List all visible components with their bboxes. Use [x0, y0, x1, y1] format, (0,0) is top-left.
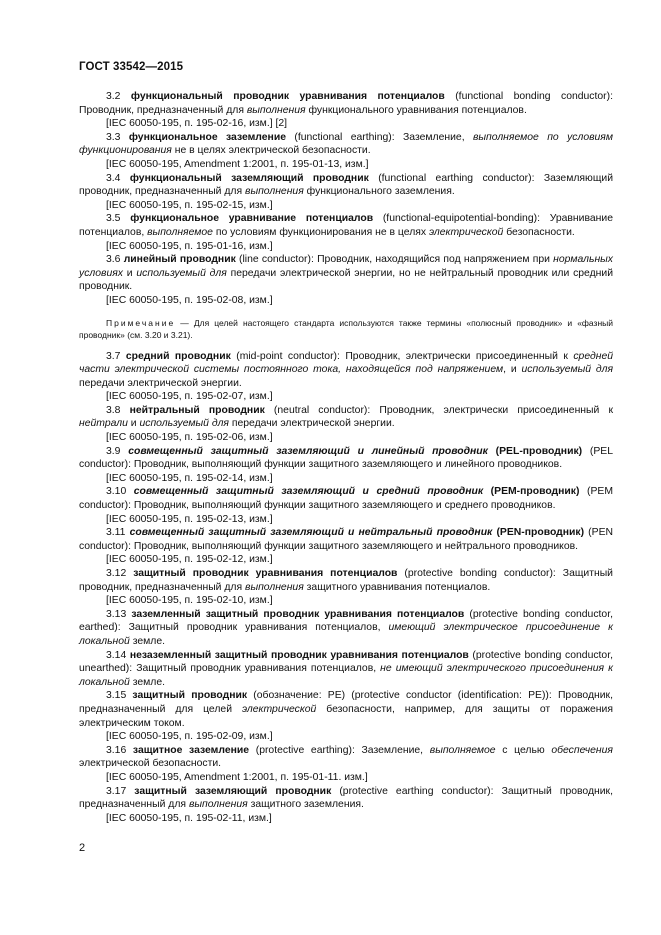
definition-text: передачи электрической энергии.: [228, 418, 395, 430]
definition-text: (PEL-проводник): [495, 445, 583, 457]
definition-text: выполняемое: [147, 226, 213, 238]
definition-text: (PEM conductor): Проводник, выполняющий функции защитного заземляющего и среднего проводников.: [79, 486, 613, 512]
definition-text: не в целях электрической безопасности.: [171, 145, 371, 157]
definition-text: передачи электрической энергии, но не нейтральный проводник или средний проводник.: [79, 267, 613, 293]
term-entry: [79, 526, 613, 553]
note-text: — Для целей настоящего стандарта используются также термины «полюсный проводник» и «фазный проводник» (см. 3.20 и 3.21).: [79, 317, 613, 340]
term-name: заземленный защитный проводник уравнивания потенциалов: [131, 608, 465, 620]
definition-text: защитного уравнивания потенциалов.: [303, 581, 491, 593]
term-entry: [79, 445, 613, 472]
term-name: совмещенный защитный заземляющий и линейный проводник: [128, 445, 488, 457]
term-name: средний проводник: [125, 350, 231, 362]
term-name: совмещенный защитный заземляющий и средний проводник: [133, 486, 484, 498]
clause-number: 3.5: [106, 213, 131, 225]
term-entry: [79, 212, 613, 239]
definition-text: (mid-point conductor): Проводник, электрически присоединенный к: [230, 350, 574, 362]
term-entry: [79, 608, 613, 649]
definition-text: (functional earthing): Заземление,: [286, 131, 473, 143]
definition-text: безопасности.: [503, 226, 575, 238]
source-reference: [IEC 60050-195, Amendment 1:2001, п. 195-01-13, изм.]: [106, 158, 369, 170]
definition-text: обеспечения: [551, 744, 613, 756]
clause-number: 3.4: [106, 172, 130, 184]
source-reference: [IEC 60050-195, п. 195-02-07, изм.]: [106, 391, 273, 403]
definition-text: и: [122, 267, 137, 279]
definition-text: выполнения: [245, 581, 304, 593]
term-name: функциональный заземляющий проводник: [129, 172, 369, 184]
source-reference: [IEC 60050-195, п. 195-02-11, изм.]: [106, 812, 272, 824]
source-reference: [IEC 60050-195, п. 195-02-06, изм.]: [106, 432, 273, 444]
definition-text: и: [127, 418, 140, 430]
definition-text: защитного заземления.: [247, 799, 364, 811]
note-label: Примечание: [106, 317, 176, 328]
source-reference: [IEC 60050-195, п. 195-02-10, изм.]: [106, 595, 273, 607]
term-name: защитный заземляющий проводник: [134, 785, 332, 797]
term-entry: [79, 90, 613, 117]
definition-text: выполняемое: [429, 744, 496, 756]
term-name: функциональное уравнивание потенциалов: [130, 213, 374, 225]
definition-text: не имеющий электрического присоединения к локальной: [79, 663, 613, 688]
definition-text: (line conductor): Проводник, находящийся под напряжением при: [235, 254, 554, 266]
term-name: линейный проводник: [123, 254, 236, 266]
definition-text: (protective bonding conductor, earthed): Защитный проводник уравнивания потенциалов,: [79, 608, 613, 634]
definition-text: (neutral conductor): Проводник, электрически присоединенный к: [264, 404, 613, 416]
clause-number: 3.9: [106, 445, 129, 457]
clause-number: 3.2: [106, 91, 131, 102]
term-entry: [79, 172, 613, 199]
clause-number: 3.3: [106, 131, 129, 143]
source-reference: [IEC 60050-195, п. 195-02-08, изм.]: [106, 294, 273, 306]
definition-text: выполнения: [245, 186, 304, 198]
clause-number: 3.16: [106, 744, 133, 756]
definition-text: (functional bonding conductor): Проводник, предназначенный для: [79, 91, 613, 116]
term-entry: [79, 350, 613, 391]
definition-text: электрической: [428, 226, 504, 238]
definition-text: (protective bonding conductor): Защитный проводник, предназначенный для: [79, 568, 613, 593]
term-entry: [79, 404, 613, 431]
definition-text: земле.: [129, 676, 165, 688]
clause-number: 3.14: [106, 649, 130, 661]
term-entry: [79, 253, 613, 294]
source-reference: [IEC 60050-195, п. 195-02-13, изм.]: [106, 513, 273, 525]
clause-number: 3.13: [106, 608, 132, 620]
definition-text: (обозначение: PE) (protective conductor (identification: PE)): Проводник, предназначенный для целей: [79, 690, 613, 715]
definition-text: электрической: [241, 703, 317, 715]
source-reference: [IEC 60050-195, п. 195-02-16, изм.] [2]: [106, 118, 288, 130]
definition-text: нормальных условиях: [79, 254, 613, 279]
definition-text: выполнения: [188, 799, 248, 811]
definition-text: средней части электрической системы постоянного тока, находящейся под напряжением: [79, 350, 613, 376]
definition-text: функционального заземления.: [303, 186, 455, 198]
definition-text: безопасности, например, для защиты от поражения электрическим током.: [79, 703, 613, 729]
source-reference: [IEC 60050-195, п. 195-01-16, изм.]: [106, 240, 273, 252]
term-name: нейтральный проводник: [129, 404, 265, 416]
term-name: функциональный проводник уравнивания потенциалов: [130, 91, 445, 102]
definition-text: выполнения: [246, 104, 306, 116]
term-entry: [79, 785, 613, 812]
definition-text: (protective earthing): Заземление,: [249, 744, 430, 756]
term-name: защитный проводник: [132, 690, 248, 702]
source-reference: [IEC 60050-195, п. 195-02-15, изм.]: [106, 199, 273, 211]
definition-text: используемый для: [139, 418, 229, 430]
definition-text: (PEL conductor): Проводник, выполняющий функции защитного заземляющего и линейного проводников.: [79, 445, 613, 471]
clause-number: 3.11: [106, 527, 130, 539]
clause-number: 3.17: [106, 785, 135, 797]
document-header: ГОСТ 33542—2015: [79, 61, 184, 73]
term-name: защитный проводник уравнивания потенциалов: [133, 568, 398, 579]
term-name: функциональное заземление: [128, 131, 286, 143]
term-entry: [79, 649, 613, 690]
term-name: совмещенный защитный заземляющий и нейтральный проводник: [129, 527, 493, 539]
source-reference: [IEC 60050-195, п. 195-02-09, изм.]: [106, 731, 273, 743]
definition-text: (PEN conductor): Проводник, выполняющий функции защитного заземляющего и нейтрального проводников.: [79, 527, 614, 552]
document-body: [79, 90, 613, 825]
term-entry: [79, 485, 613, 512]
page-number: 2: [79, 842, 86, 854]
definition-text: используемый для: [521, 364, 613, 376]
clause-number: 3.10: [106, 486, 134, 498]
term-entry: [79, 131, 613, 158]
clause-number: 3.8: [106, 404, 130, 416]
definition-text: (protective bonding conductor, unearthed): Защитный проводник уравнивания потенциалов,: [79, 649, 613, 675]
definition-text: (functional-equipotential-bonding): Уравнивание потенциалов,: [79, 213, 613, 238]
term-entry: [79, 744, 613, 771]
definition-text: по условиям функционирования не в целях: [212, 226, 429, 238]
note: [79, 317, 613, 341]
definition-text: [483, 486, 491, 497]
source-reference: [IEC 60050-195, п. 195-02-14, изм.]: [106, 472, 273, 484]
definition-text: (PEN-проводник): [496, 527, 585, 539]
definition-text: земле.: [129, 635, 165, 647]
clause-number: 3.6: [106, 254, 124, 266]
term-entry: [79, 567, 613, 594]
source-reference: [IEC 60050-195, п. 195-02-12, изм.]: [106, 554, 273, 566]
clause-number: 3.12: [106, 568, 134, 579]
term-name: незаземленный защитный проводник уравнивания потенциалов: [129, 649, 469, 661]
definition-text: , и: [503, 364, 522, 376]
clause-number: 3.15: [106, 690, 133, 702]
definition-text: нейтрали: [79, 418, 128, 430]
definition-text: (PEM-проводник): [490, 486, 580, 498]
definition-text: выполняемое по условиям функционирования: [79, 131, 613, 157]
definition-text: (protective earthing conductor): Защитный проводник, предназначенный для: [79, 785, 613, 811]
definition-text: [488, 446, 496, 457]
definition-text: имеющий электрическое присоединение к локальной: [79, 622, 613, 647]
definition-text: (functional earthing conductor): Заземляющий проводник, предназначенный для: [79, 172, 613, 198]
definition-text: электрической безопасности.: [79, 758, 222, 770]
definition-text: с целью: [495, 744, 552, 756]
term-entry: [79, 689, 613, 730]
clause-number: 3.7: [106, 350, 126, 362]
source-reference: [IEC 60050-195, Amendment 1:2001, п. 195-01-11. изм.]: [106, 771, 368, 783]
definition-text: передачи электрической энергии.: [79, 377, 242, 389]
term-name: защитное заземление: [132, 744, 250, 756]
definition-text: используемый для: [136, 267, 227, 279]
definition-text: функционального уравнивания потенциалов.: [305, 104, 527, 116]
